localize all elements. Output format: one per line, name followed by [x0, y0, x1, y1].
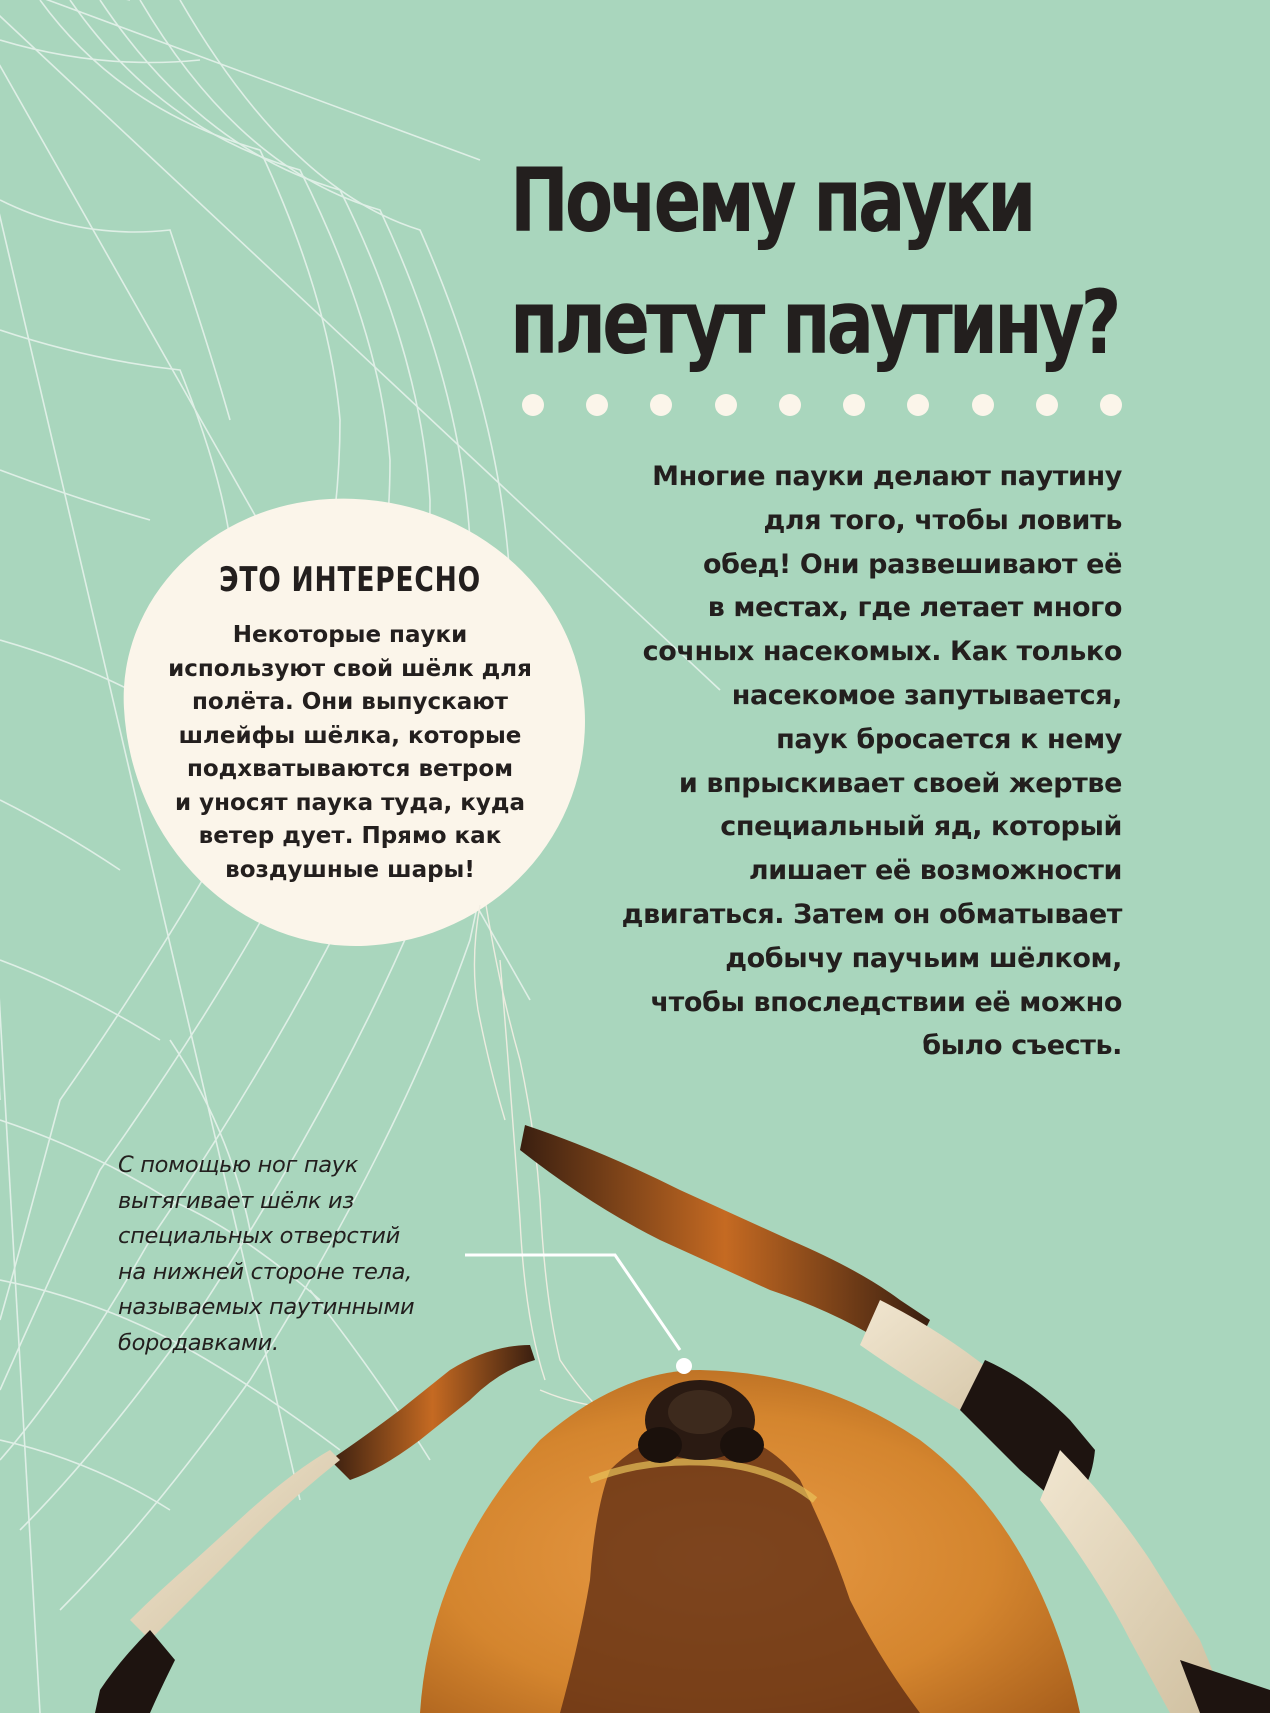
- caption-pointer-line: [465, 1255, 680, 1350]
- caption-line: вытягивает шёлк из: [118, 1187, 355, 1214]
- photo-caption: [118, 1148, 448, 1361]
- fact-text-line: шлейфы шёлка, которые: [178, 722, 522, 749]
- caption-line: называемых паутинными: [118, 1294, 415, 1320]
- fact-text-line: Некоторые пауки: [232, 622, 468, 648]
- caption-line: бородавками.: [118, 1329, 279, 1356]
- main-paragraph-line: чтобы впоследствии её можно: [650, 986, 1122, 1018]
- main-paragraph-line: насекомое запутывается,: [731, 679, 1122, 711]
- title-line-2: плетут паутину?: [510, 271, 1118, 374]
- main-paragraph-line: обед! Они развешивают её: [702, 548, 1122, 580]
- fact-text-line: ветер дует. Прямо как: [198, 823, 502, 849]
- main-paragraph-line: лишает её возможности: [748, 855, 1122, 887]
- main-paragraph-line: паук бросается к нему: [776, 723, 1122, 755]
- main-paragraph-line: Многие пауки делают паутину: [652, 461, 1122, 492]
- main-paragraph-line: и впрыскивает своей жертве: [678, 767, 1122, 799]
- main-paragraph-line: добычу паучьим шёлком,: [725, 942, 1122, 974]
- fact-text-line: полёта. Они выпускают: [192, 689, 508, 715]
- main-paragraph-line: сочных насекомых. Как только: [642, 636, 1122, 668]
- caption-line: С помощью ног паук: [118, 1152, 359, 1178]
- caption-line: на нижней стороне тела,: [118, 1258, 412, 1285]
- main-paragraph-line: специальный яд, который: [720, 811, 1122, 843]
- caption-line: специальных отверстий: [118, 1223, 400, 1249]
- main-paragraph-line: двигаться. Затем он обматывает: [621, 898, 1122, 930]
- main-paragraph-line: в местах, где летает много: [707, 592, 1122, 624]
- main-paragraph-line: для того, чтобы ловить: [763, 504, 1122, 536]
- caption-pointer-dot: [676, 1358, 692, 1374]
- title-line-1: Почему пауки: [510, 149, 1033, 252]
- fact-text-line: воздушные шары!: [225, 856, 475, 883]
- fact-text-line: и уносят паука туда, куда: [175, 789, 525, 816]
- fact-text-line: используют свой шёлк для: [168, 655, 532, 682]
- fact-text-line: подхватываются ветром: [186, 756, 514, 782]
- main-paragraph-line: было съесть.: [922, 1030, 1122, 1062]
- fact-heading: ЭТО ИНТЕРЕСНО: [219, 560, 481, 600]
